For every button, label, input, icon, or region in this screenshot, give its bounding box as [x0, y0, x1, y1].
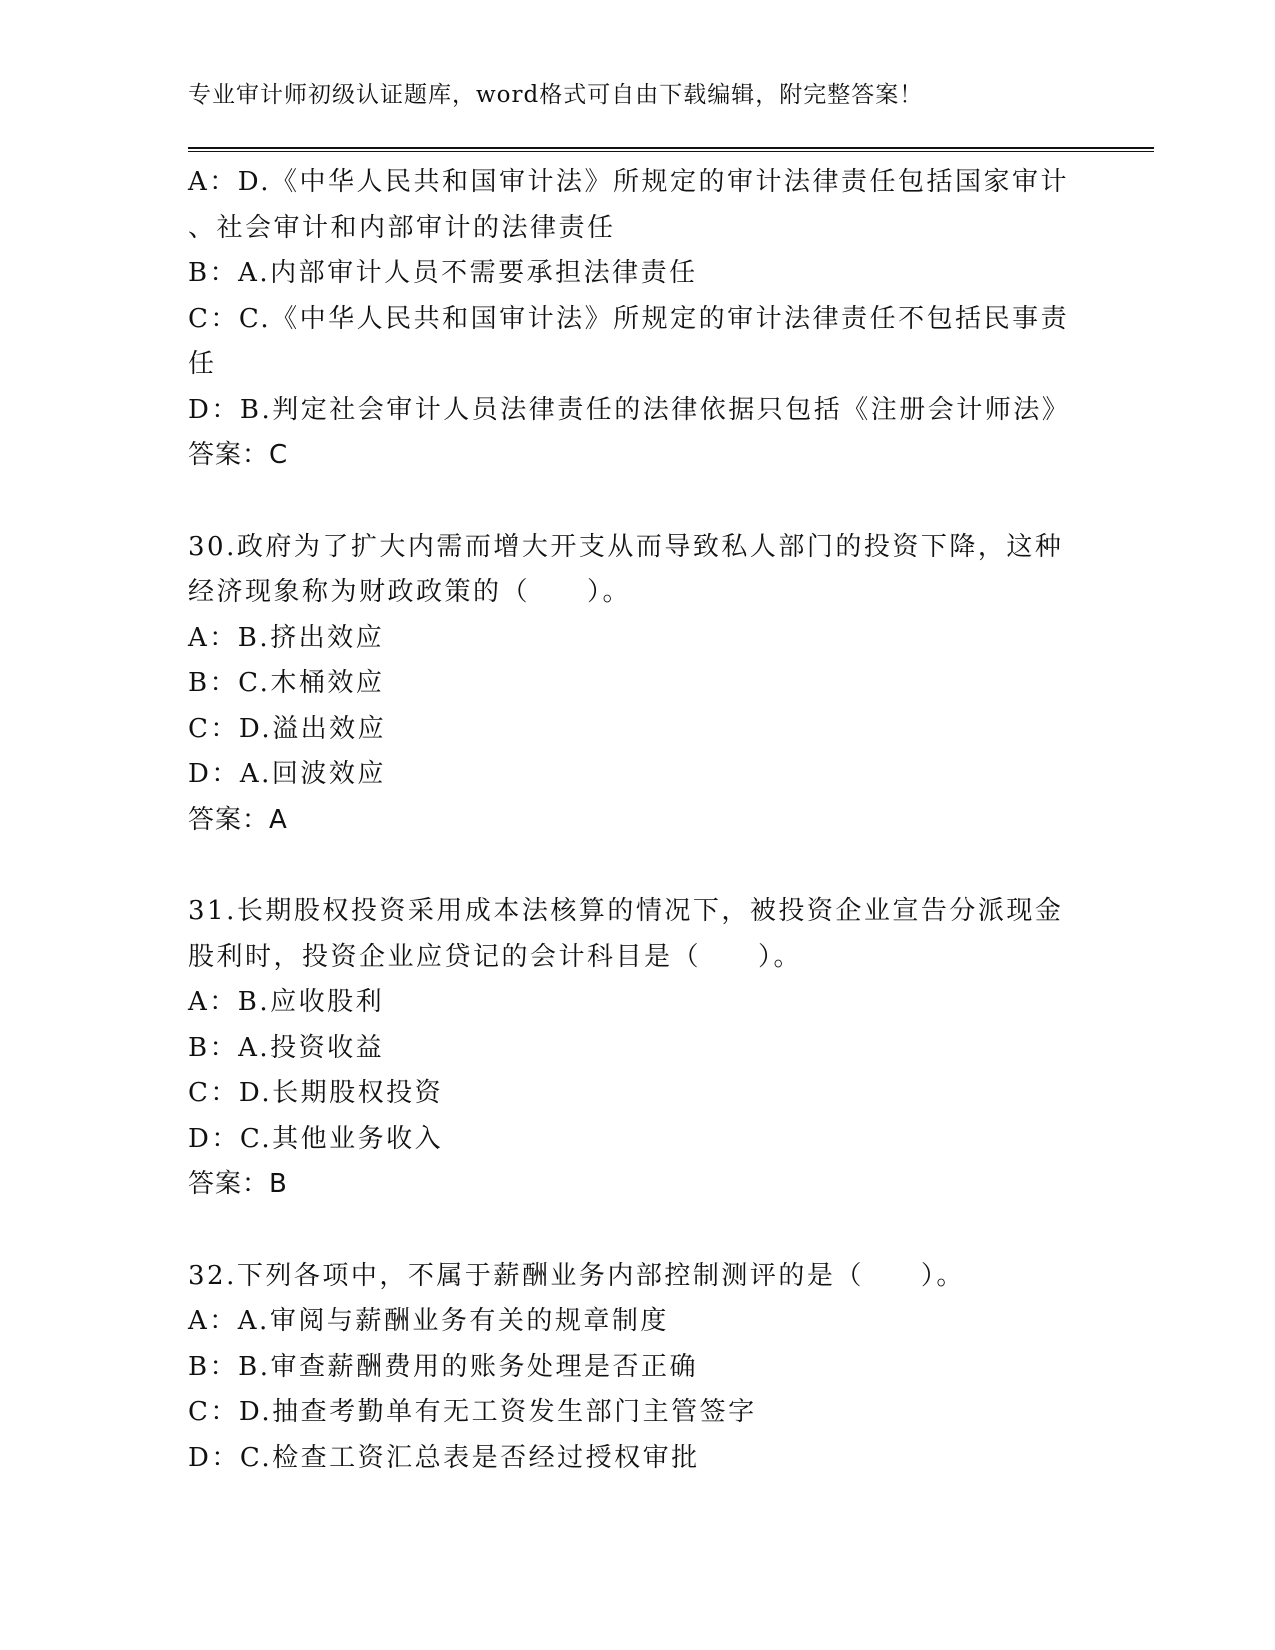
document-body [188, 160, 1088, 1481]
option-c: C：D.抽查考勤单有无工资发生部门主管签字 [188, 1397, 757, 1427]
option-b: B：C.木桶效应 [188, 668, 385, 698]
option-d: D：A.回波效应 [188, 759, 386, 789]
question-stem-line-2: 经济现象称为财政政策的（ ）。 [188, 577, 632, 607]
question-stem: 32.下列各项中，不属于薪酬业务内部控制测评的是（ ）。 [188, 1260, 965, 1291]
spacer [188, 843, 1088, 889]
spacer [188, 479, 1088, 525]
option-b: B：A.内部审计人员不需要承担法律责任 [188, 258, 698, 288]
question-block [188, 889, 1088, 1208]
answer-line: 答案：B [188, 1169, 288, 1199]
option-a: A：B.应收股利 [188, 987, 385, 1017]
option-a: A：B.挤出效应 [188, 622, 385, 653]
option-d: D：C.其他业务收入 [188, 1123, 444, 1154]
question-block [188, 1254, 1088, 1482]
question-stem-line-1: 30.政府为了扩大内需而增大开支从而导致私人部门的投资下降，这种 [188, 531, 1064, 562]
option-c: C：D.长期股权投资 [188, 1078, 444, 1108]
option-c: C：D.溢出效应 [188, 713, 387, 744]
header-rule [188, 147, 1154, 152]
option-a-line-1: A：D.《中华人民共和国审计法》所规定的审计法律责任包括国家审计 [188, 167, 1069, 197]
option-d: D：C.检查工资汇总表是否经过授权审批 [188, 1442, 700, 1473]
option-c-line-2: 任 [188, 349, 217, 379]
answer-line: 答案：C [188, 440, 289, 470]
question-stem-line-2: 股利时，投资企业应贷记的会计科目是（ ）。 [188, 941, 803, 972]
option-a-line-2: 、社会审计和内部审计的法律责任 [188, 212, 616, 243]
option-b: B：B.审查薪酬费用的账务处理是否正确 [188, 1351, 698, 1382]
question-block [188, 160, 1088, 479]
option-a: A：A.审阅与薪酬业务有关的规章制度 [188, 1306, 669, 1336]
question-stem-line-1: 31.长期股权投资采用成本法核算的情况下，被投资企业宣告分派现金 [188, 896, 1064, 926]
option-c-line-1: C：C.《中华人民共和国审计法》所规定的审计法律责任不包括民事责 [188, 303, 1070, 334]
answer-line: 答案：A [188, 804, 288, 835]
option-b: B：A.投资收益 [188, 1032, 385, 1063]
page-header: 专业审计师初级认证题库，word格式可自由下载编辑，附完整答案！ [188, 82, 924, 108]
spacer [188, 1208, 1088, 1254]
question-block [188, 525, 1088, 844]
option-d: D：B.判定社会审计人员法律责任的法律依据只包括《注册会计师法》 [188, 394, 1071, 425]
